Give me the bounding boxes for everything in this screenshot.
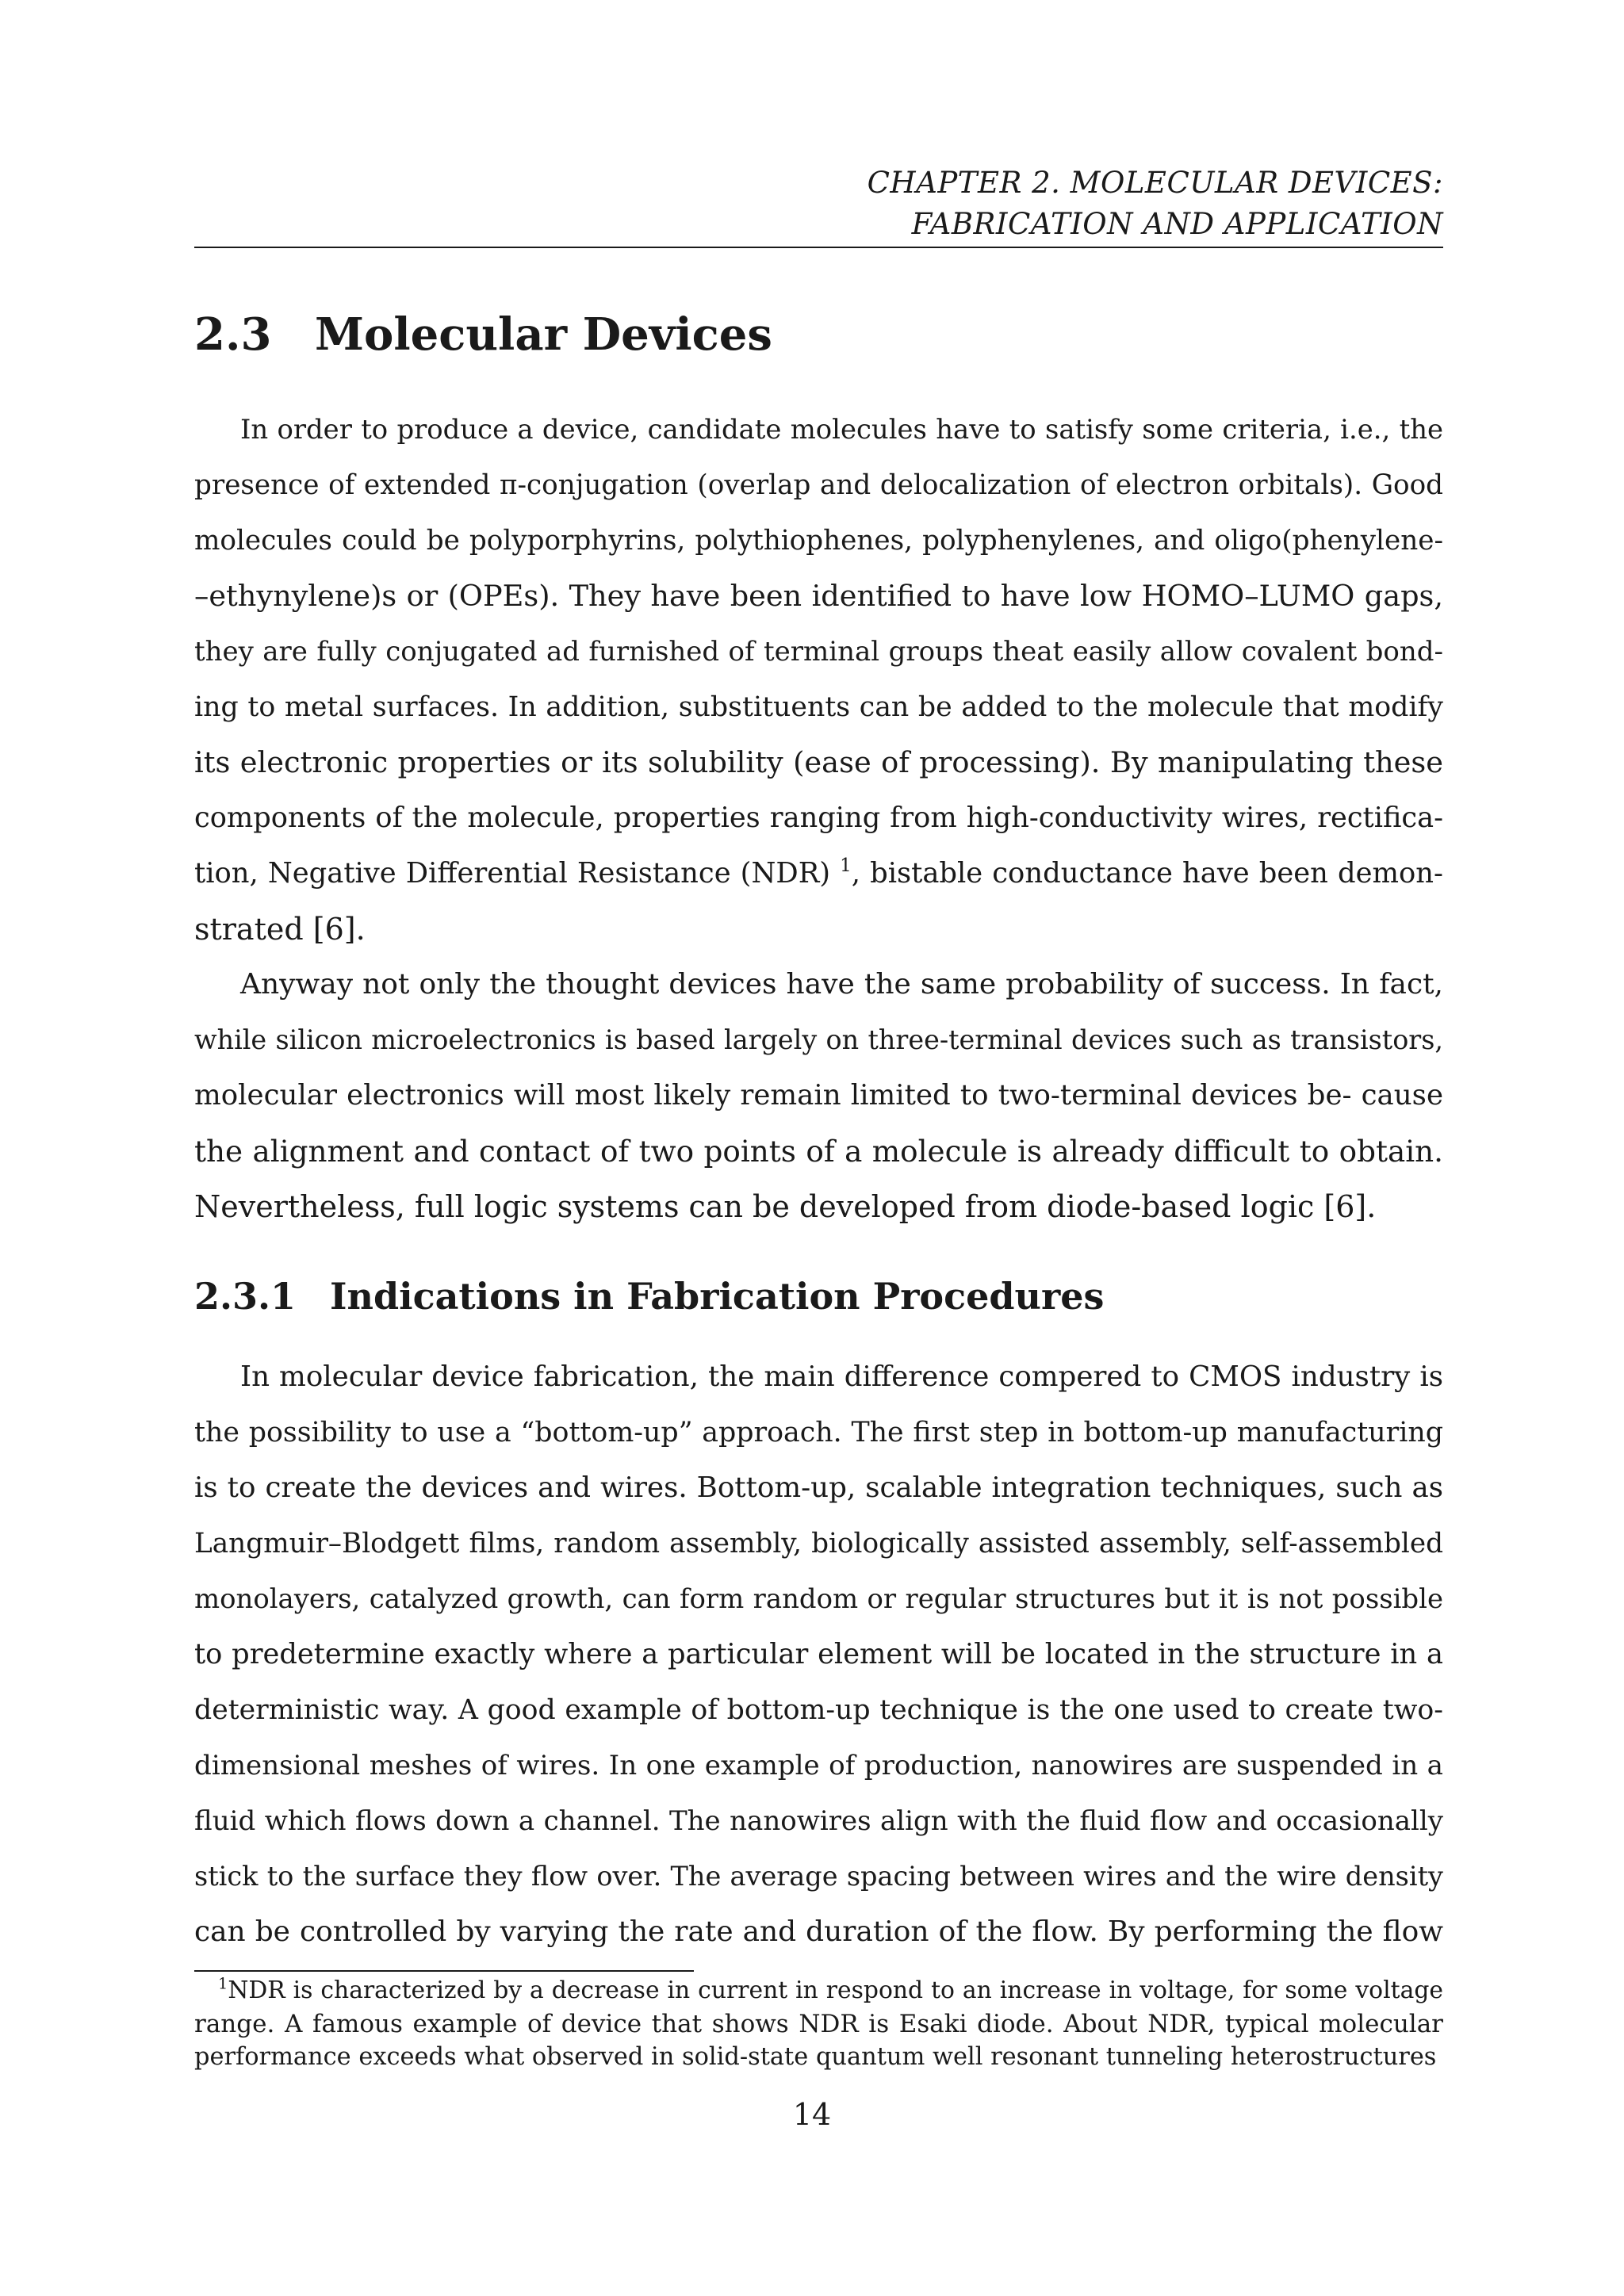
paragraph-line: monolayers, catalyzed growth, can form random or regular structures but it is not possible (194, 1583, 1443, 1614)
paragraph-1 (194, 402, 1443, 957)
paragraph-line: Nevertheless, full logic systems can be developed from diode-based logic [6]. (194, 1189, 1377, 1224)
footnote-line: performance exceeds what observed in solid-state quantum well resonant tunneling heterostructures (194, 2043, 1437, 2071)
paragraph-line: can be controlled by varying the rate and duration of the flow. By performing the flow (194, 1915, 1443, 1948)
paragraph-line: molecules could be polyporphyrins, polythiophenes, polyphenylenes, and oligo(phenylene- (194, 525, 1443, 557)
footnote-reference[interactable]: 1 (840, 855, 852, 877)
paragraph-line: strated [6]. (194, 912, 366, 947)
paragraph-line: the possibility to use a “bottom-up” approach. The first step in bottom-up manufacturing (194, 1417, 1443, 1448)
paragraph-line: they are fully conjugated ad furnished of terminal groups theat easily allow covalent bond- (194, 636, 1443, 668)
paragraph-line: stick to the surface they flow over. The average spacing between wires and the wire density (194, 1861, 1443, 1892)
running-header-line-2: FABRICATION AND APPLICATION (911, 207, 1443, 241)
paragraph-line: Langmuir–Blodgett films, random assembly, biologically assisted assembly, self-assembled (194, 1528, 1443, 1559)
section-title-text: Molecular Devices (315, 308, 772, 361)
paragraph-line: In molecular device fabrication, the main difference compered to CMOS industry is (240, 1360, 1443, 1393)
footnote-line (194, 1974, 1443, 2007)
page-number: 14 (792, 2097, 832, 2132)
paragraph-line: while silicon microelectronics is based largely on three-terminal devices such as transistors, (194, 1024, 1443, 1055)
line-text: , bistable conductance have been demon- (851, 857, 1443, 890)
footnote-text: NDR is characterized by a decrease in current in respond to an increase in voltage, for some voltage (228, 1976, 1443, 2004)
paragraph-line: molecular electronics will most likely remain limited to two-terminal devices be- cause (194, 1079, 1443, 1112)
running-header-line-1: CHAPTER 2. MOLECULAR DEVICES: (867, 166, 1443, 200)
paragraph-line: dimensional meshes of wires. In one example of production, nanowires are suspended in a (194, 1750, 1443, 1781)
paragraph-line: its electronic properties or its solubility (ease of processing). By manipulating these (194, 745, 1443, 779)
paragraph-line: is to create the devices and wires. Bottom-up, scalable integration techniques, such as (194, 1471, 1443, 1504)
subsection-number: 2.3.1 (194, 1275, 297, 1318)
subsection-heading (194, 1269, 1104, 1324)
footnote-marker: 1 (218, 1974, 228, 1993)
paragraph-line-with-footnote (194, 846, 1443, 901)
footnote (194, 1974, 1443, 2074)
paragraph-line: fluid which flows down a channel. The nanowires align with the fluid flow and occasionally (194, 1805, 1443, 1837)
footnote-line: range. A famous example of device that shows NDR is Esaki diode. About NDR, typical molecular (194, 2010, 1443, 2038)
running-header (194, 163, 1443, 245)
header-rule (194, 247, 1443, 248)
paragraph-line: the alignment and contact of two points of a molecule is already difficult to obtain. (194, 1134, 1443, 1169)
paragraph-line: Anyway not only the thought devices have the same probability of success. In fact, (240, 968, 1443, 1001)
paragraph-line: components of the molecule, properties ranging from high-conductivity wires, rectifica- (194, 802, 1443, 834)
section-heading (194, 303, 772, 366)
section-number: 2.3 (194, 308, 272, 361)
paragraph-2 (194, 957, 1443, 1234)
footnote-rule (194, 1970, 694, 1972)
paragraph-line: –ethynylene)s or (OPEs). They have been identified to have low HOMO–LUMO gaps, (194, 579, 1443, 613)
subsection-title-text: Indications in Fabrication Procedures (330, 1275, 1105, 1318)
line-text: tion, Negative Differential Resistance (NDR) (194, 857, 841, 890)
paragraph-line: ing to metal surfaces. In addition, substituents can be added to the molecule that modify (194, 691, 1443, 723)
paragraph-line: presence of extended π-conjugation (overlap and delocalization of electron orbitals). Good (194, 469, 1443, 501)
paragraph-3 (194, 1349, 1443, 1960)
paragraph-line: deterministic way. A good example of bottom-up technique is the one used to create two- (194, 1694, 1443, 1726)
paragraph-line: to predetermine exactly where a particular element will be located in the structure in a (194, 1638, 1443, 1670)
paragraph-line: In order to produce a device, candidate molecules have to satisfy some criteria, i.e., the (240, 414, 1443, 445)
